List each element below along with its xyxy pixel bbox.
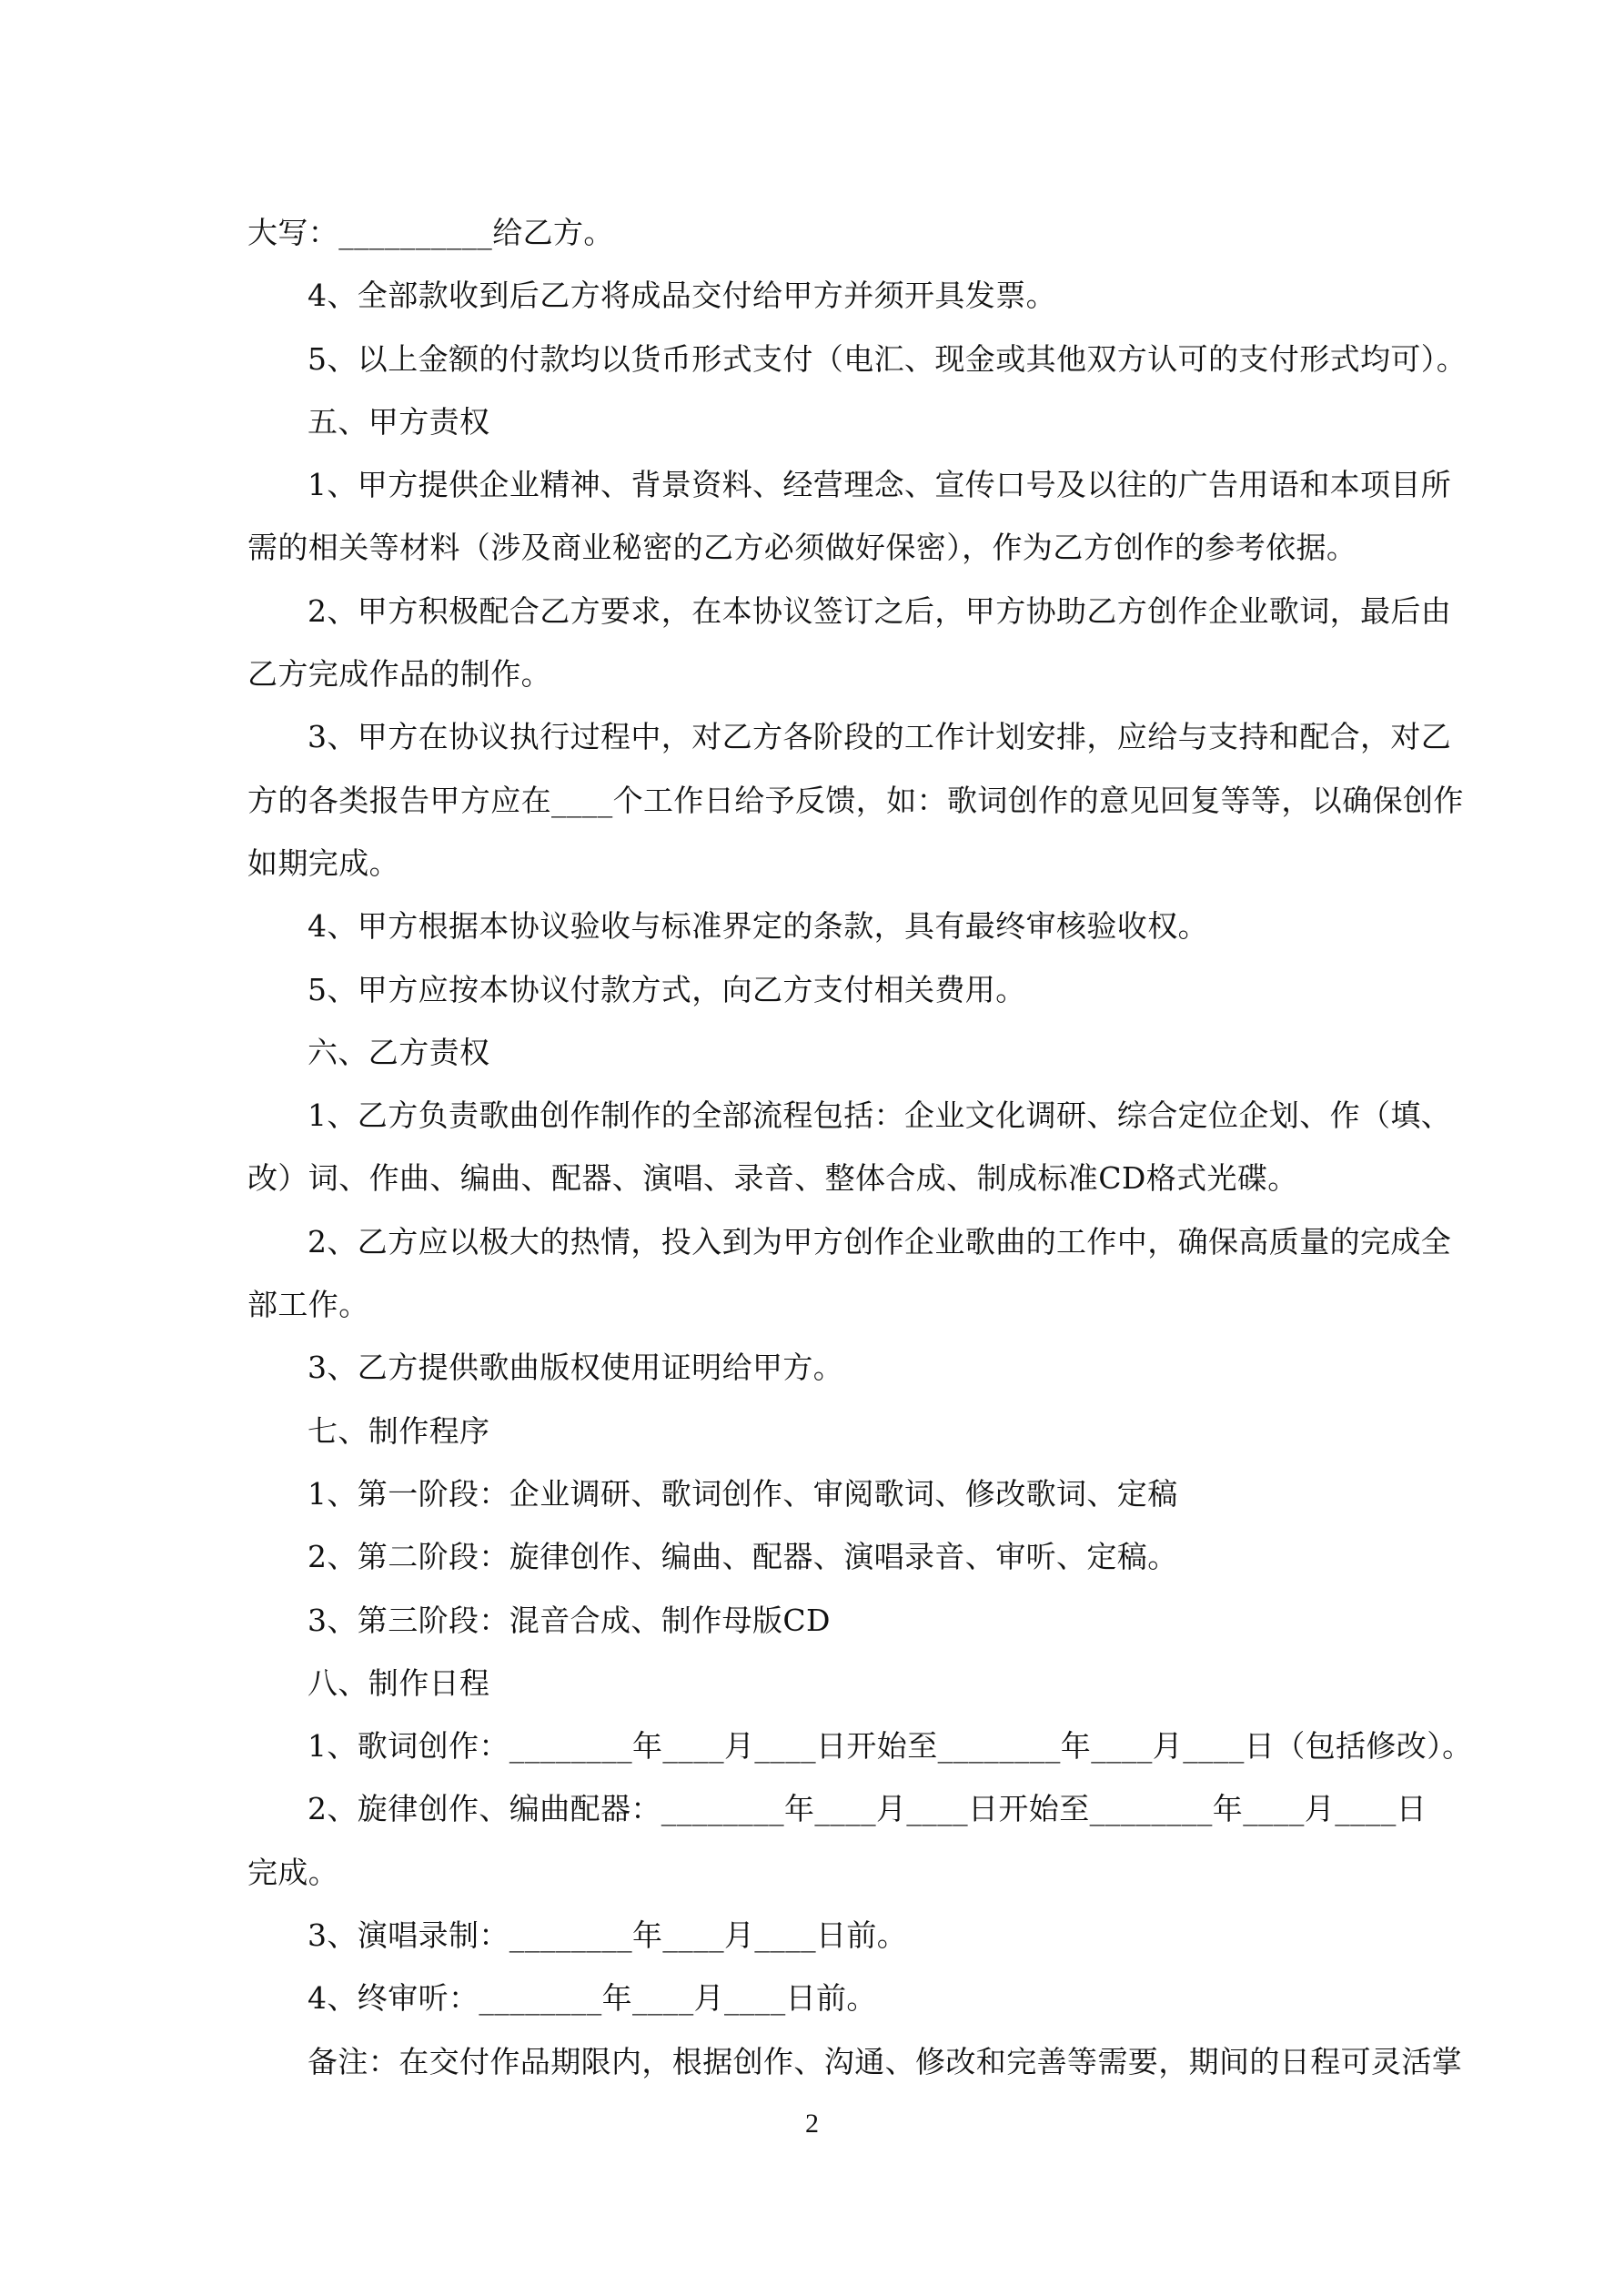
- text-line: 1、歌词创作：________年____月____日开始至________年____月____日（包括修改）。: [308, 1728, 1473, 1765]
- document-page: [247, 201, 1473, 2093]
- text-line: 4、全部款收到后乙方将成品交付给甲方并须开具发票。: [308, 278, 1056, 314]
- text-line: 乙方完成作品的制作。: [247, 656, 551, 693]
- text-line: 部工作。: [247, 1287, 369, 1323]
- text-line: 改）词、作曲、编曲、配器、演唱、录音、整体合成、制成标准CD格式光碟。: [247, 1160, 1298, 1197]
- text-line: 4、终审听：________年____月____日前。: [308, 1980, 877, 2017]
- text-line: 大写：__________给乙方。: [247, 215, 614, 250]
- text-line: 2、甲方积极配合乙方要求，在本协议签订之后，甲方协助乙方创作企业歌词，最后由: [308, 592, 1452, 629]
- text-line: 3、乙方提供歌曲版权使用证明给甲方。: [308, 1350, 844, 1386]
- page-number: 2: [805, 2109, 819, 2139]
- text-line: 5、以上金额的付款均以货币形式支付（电汇、现金或其他双方认可的支付形式均可）。: [308, 340, 1468, 377]
- text-line: 备注：在交付作品期限内，根据创作、沟通、修改和完善等需要，期间的日程可灵活掌: [308, 2043, 1463, 2079]
- text-line: 方的各类报告甲方应在____个工作日给予反馈，如：歌词创作的意见回复等等，以确保创作: [247, 782, 1464, 818]
- text-line: 五、甲方责权: [308, 403, 490, 440]
- text-line: 1、甲方提供企业精神、背景资料、经营理念、宣传口号及以往的广告用语和本项目所: [308, 467, 1452, 503]
- text-line: 5、甲方应按本协议付款方式，向乙方支付相关费用。: [308, 971, 1026, 1007]
- text-line: 1、第一阶段：企业调研、歌词创作、审阅歌词、修改歌词、定稿: [308, 1475, 1178, 1512]
- text-line: 3、演唱录制：________年____月____日前。: [308, 1917, 908, 1954]
- text-line: 需的相关等材料（涉及商业秘密的乙方必须做好保密），作为乙方创作的参考依据。: [247, 530, 1357, 566]
- text-line: 4、甲方根据本协议验收与标准界定的条款，具有最终审核验收权。: [308, 908, 1208, 945]
- text-line: 2、乙方应以极大的热情，投入到为甲方创作企业歌曲的工作中，确保高质量的完成全: [308, 1223, 1452, 1259]
- text-line: 完成。: [247, 1854, 339, 1890]
- text-line: 3、第三阶段：混音合成、制作母版CD: [308, 1602, 831, 1638]
- text-line: 七、制作程序: [308, 1412, 490, 1449]
- text-line: 3、甲方在协议执行过程中，对乙方各阶段的工作计划安排，应给与支持和配合，对乙: [308, 719, 1452, 755]
- text-line: 1、乙方负责歌曲创作制作的全部流程包括：企业文化调研、综合定位企划、作（填、: [308, 1097, 1452, 1134]
- text-line: 如期完成。: [247, 845, 399, 881]
- text-line: 六、乙方责权: [308, 1034, 490, 1070]
- text-line: 八、制作日程: [308, 1664, 490, 1701]
- text-line: 2、第二阶段：旋律创作、编曲、配器、演唱录音、审听、定稿。: [308, 1539, 1178, 1575]
- text-line: 2、旋律创作、编曲配器：________年____月____日开始至________年____月____日: [308, 1791, 1427, 1827]
